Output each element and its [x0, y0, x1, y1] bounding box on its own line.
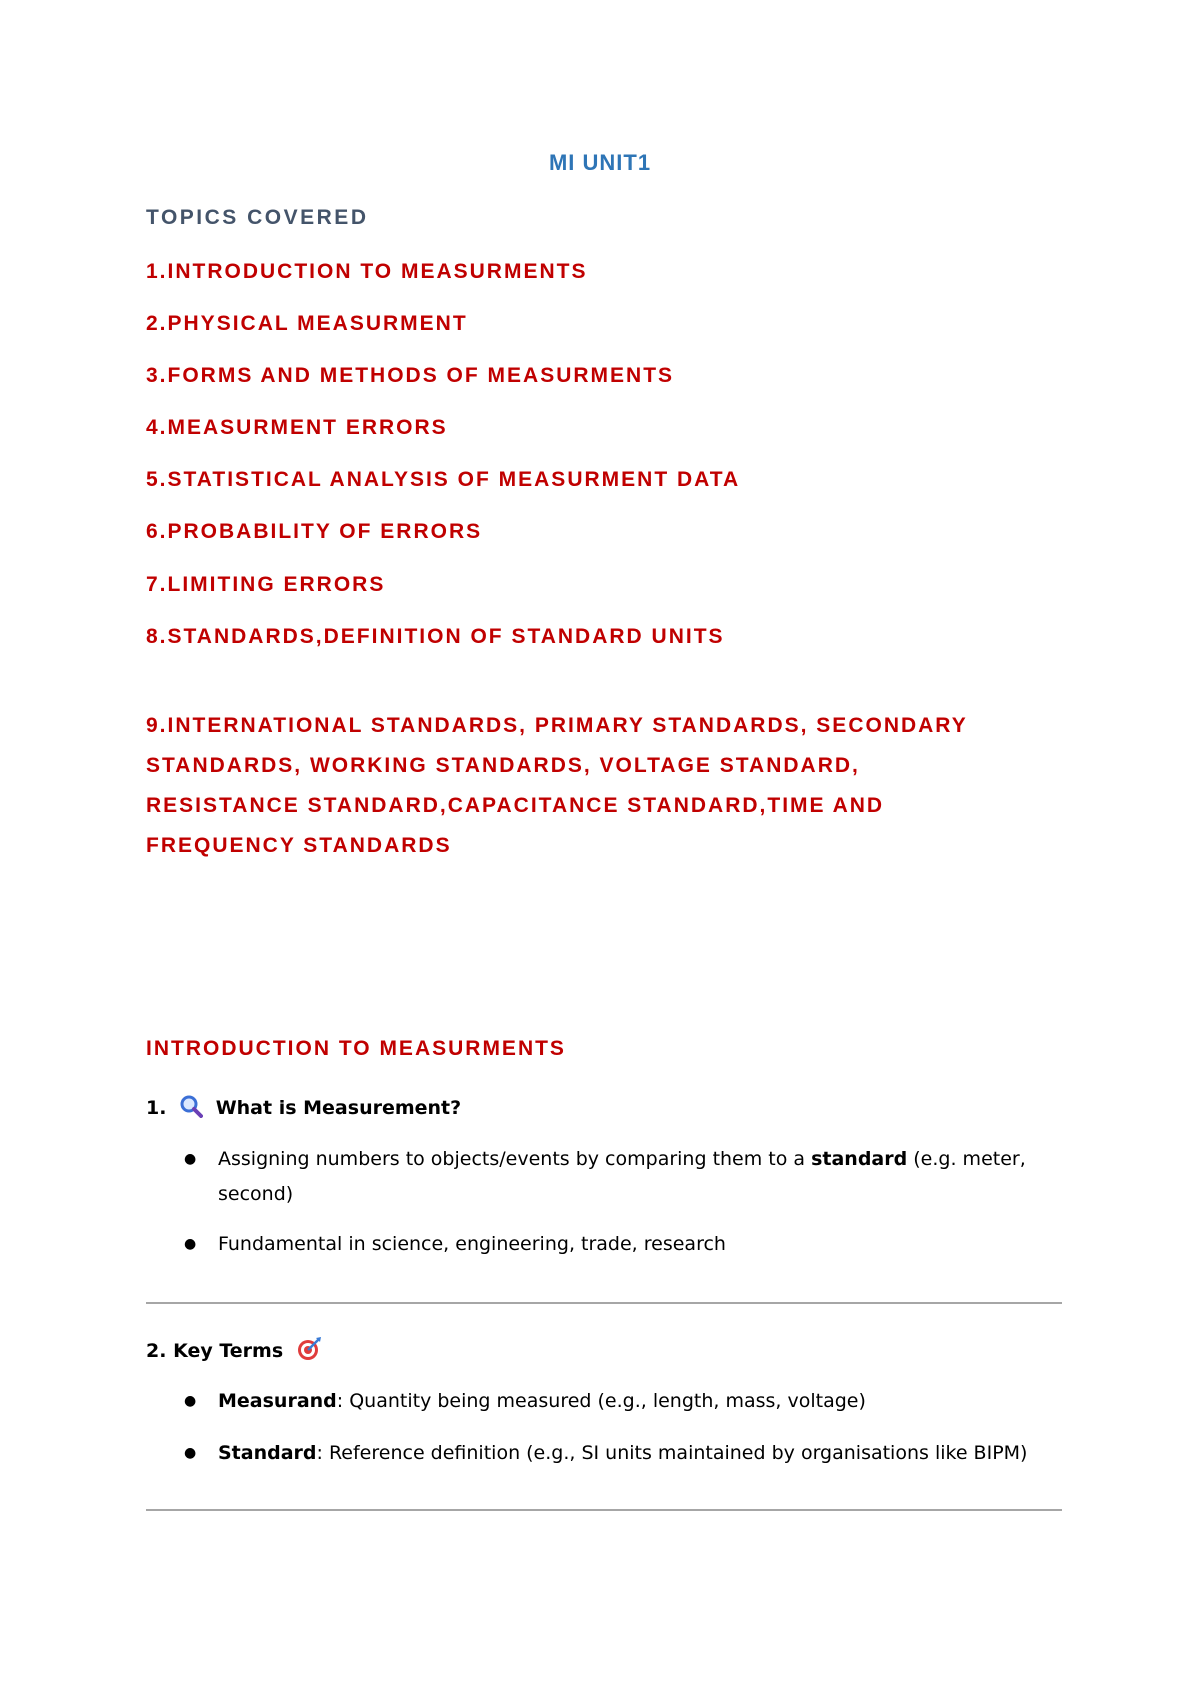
bullet-bold-text: Measurand — [218, 1390, 337, 1412]
topic-item: 1.INTRODUCTION TO MEASURMENTS — [146, 260, 588, 283]
bullet-icon: ● — [184, 1393, 197, 1409]
list-item — [186, 1436, 1066, 1471]
bullet-icon: ● — [184, 1151, 197, 1167]
subsection-heading — [146, 1336, 328, 1367]
horizontal-rule — [146, 1302, 1062, 1304]
bullet-bold-text: Standard — [218, 1442, 317, 1464]
bullet-text: (e.g. meter, second) — [218, 1148, 1026, 1205]
subsection-number: 2. — [146, 1340, 167, 1362]
bullet-bold-text: standard — [811, 1148, 908, 1170]
list-item — [186, 1227, 1066, 1262]
topic-item: 7.LIMITING ERRORS — [146, 573, 386, 596]
bullet-text: : Reference definition (e.g., SI units maintained by organisations like BIPM) — [316, 1442, 1028, 1464]
topic-item: 4.MEASURMENT ERRORS — [146, 416, 448, 439]
subsection-number: 1. — [146, 1097, 167, 1119]
horizontal-rule — [146, 1509, 1062, 1511]
bullet-text: : Quantity being measured (e.g., length, mass, voltage) — [336, 1390, 866, 1412]
subsection-heading — [146, 1094, 461, 1123]
document-title: MI UNIT1 — [548, 150, 652, 175]
topic-item: 6.PROBABILITY OF ERRORS — [146, 520, 483, 543]
bullet-icon: ● — [184, 1236, 197, 1252]
magnifying-glass-icon — [179, 1094, 203, 1123]
bullet-icon: ● — [184, 1445, 197, 1461]
topic-item: 5.STATISTICAL ANALYSIS OF MEASURMENT DATA — [146, 468, 741, 491]
topics-heading: TOPICS COVERED — [146, 206, 369, 229]
list-item — [186, 1142, 1066, 1212]
topic-item: 8.STANDARDS,DEFINITION OF STANDARD UNITS — [146, 625, 725, 648]
subsection-title: What is Measurement? — [215, 1097, 462, 1119]
topic-item: 3.FORMS AND METHODS OF MEASURMENTS — [146, 364, 675, 387]
section-heading: INTRODUCTION TO MEASURMENTS — [146, 1037, 566, 1060]
bullet-text: Fundamental in science, engineering, trade, research — [218, 1233, 726, 1255]
target-icon — [296, 1336, 322, 1367]
topic-item: 2.PHYSICAL MEASURMENT — [146, 312, 468, 335]
topic-item: 9.INTERNATIONAL STANDARDS, PRIMARY STANDARDS, SECONDARY STANDARDS, WORKING STANDARDS, VOLTAGE STANDARD, RESISTANCE STANDARD,CAPACITANCE STANDARD,TIME AND FREQUENCY STANDARDS — [146, 714, 968, 857]
subsection-title: Key Terms — [173, 1340, 284, 1362]
list-item — [186, 1384, 1066, 1419]
bullet-text: Assigning numbers to objects/events by comparing them to a — [218, 1148, 812, 1170]
